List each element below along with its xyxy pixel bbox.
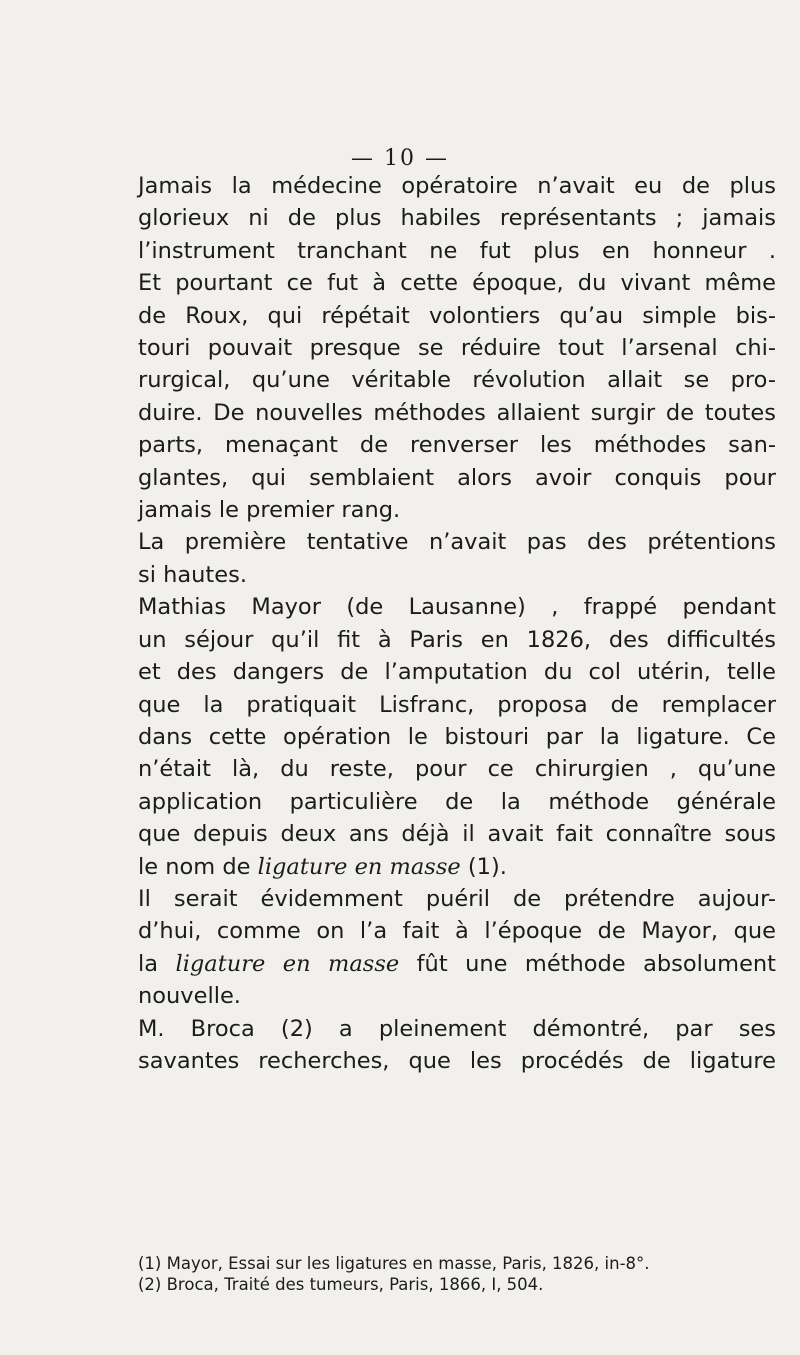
paragraph-1: [138, 170, 776, 526]
text-line: et des dangers de l’amputation du col utérin, telle: [138, 659, 776, 686]
text-line: un séjour qu’il fit à Paris en 1826, des difficultés: [138, 626, 776, 653]
text-line: n’était là, du reste, pour ce chirurgien , qu’une: [138, 756, 776, 783]
text-fragment: fût une méthode absolument: [399, 950, 776, 977]
text-fragment: la: [138, 950, 176, 977]
text-fragment: le nom de: [138, 853, 258, 880]
footnote-ref: (1).: [460, 853, 507, 880]
text-line: La première tentative n’avait pas des prétentions: [138, 529, 776, 556]
text-line: si hautes.: [138, 561, 247, 588]
text-line: d’hui, comme on l’a fait à l’époque de Mayor, que: [138, 918, 776, 945]
text-line: savantes recherches, que les procédés de ligature: [138, 1047, 776, 1074]
text-line: [138, 851, 776, 883]
text-line: touri pouvait presque se réduire tout l’arsenal chi-: [138, 335, 776, 362]
paragraph-4: [138, 883, 776, 1013]
text-line: glantes, qui semblaient alors avoir conquis pour: [138, 464, 776, 491]
text-line: M. Broca (2) a pleinement démontré, par ses: [138, 1015, 776, 1042]
text-line: Jamais la médecine opératoire n’avait eu de plus: [138, 173, 776, 199]
footnotes: [138, 1253, 776, 1295]
text-line: application particulière de la méthode générale: [138, 788, 776, 815]
text-line: dans cette opération le bistouri par la ligature. Ce: [138, 723, 776, 750]
footnote-2: (2) Broca, Traité des tumeurs, Paris, 1866, I, 504.: [138, 1275, 544, 1294]
paragraph-2: [138, 526, 776, 591]
page-number: — 10 —: [351, 146, 449, 171]
text-line: nouvelle.: [138, 983, 241, 1010]
text-line: que la pratiquait Lisfranc, proposa de remplacer: [138, 691, 776, 718]
italic-term: ligature en masse: [175, 950, 400, 977]
text-line: [138, 948, 776, 980]
text-line: rurgical, qu’une véritable révolution allait se pro-: [138, 367, 776, 394]
text-line: Et pourtant ce fut à cette époque, du vivant même: [138, 270, 776, 297]
paragraph-3: [138, 591, 776, 883]
text-line: l’instrument tranchant ne fut plus en honneur .: [138, 237, 776, 264]
text-line: parts, menaçant de renverser les méthodes san-: [138, 432, 776, 459]
text-line: Mathias Mayor (de Lausanne) , frappé pendant: [138, 594, 776, 621]
italic-term: ligature en masse: [257, 853, 461, 880]
body-text: [138, 170, 776, 1077]
text-line: de Roux, qui répétait volontiers qu’au simple bis-: [138, 302, 776, 329]
text-line: que depuis deux ans déjà il avait fait connaître sous: [138, 821, 776, 848]
paragraph-5: [138, 1013, 776, 1078]
text-line: jamais le premier rang.: [138, 497, 401, 524]
footnote-1: (1) Mayor, Essai sur les ligatures en masse, Paris, 1826, in-8°.: [138, 1254, 650, 1273]
text-line: Il serait évidemment puéril de prétendre aujour-: [138, 885, 776, 912]
text-line: glorieux ni de plus habiles représentants ; jamais: [138, 205, 776, 232]
text-line: duire. De nouvelles méthodes allaient surgir de toutes: [138, 399, 776, 426]
